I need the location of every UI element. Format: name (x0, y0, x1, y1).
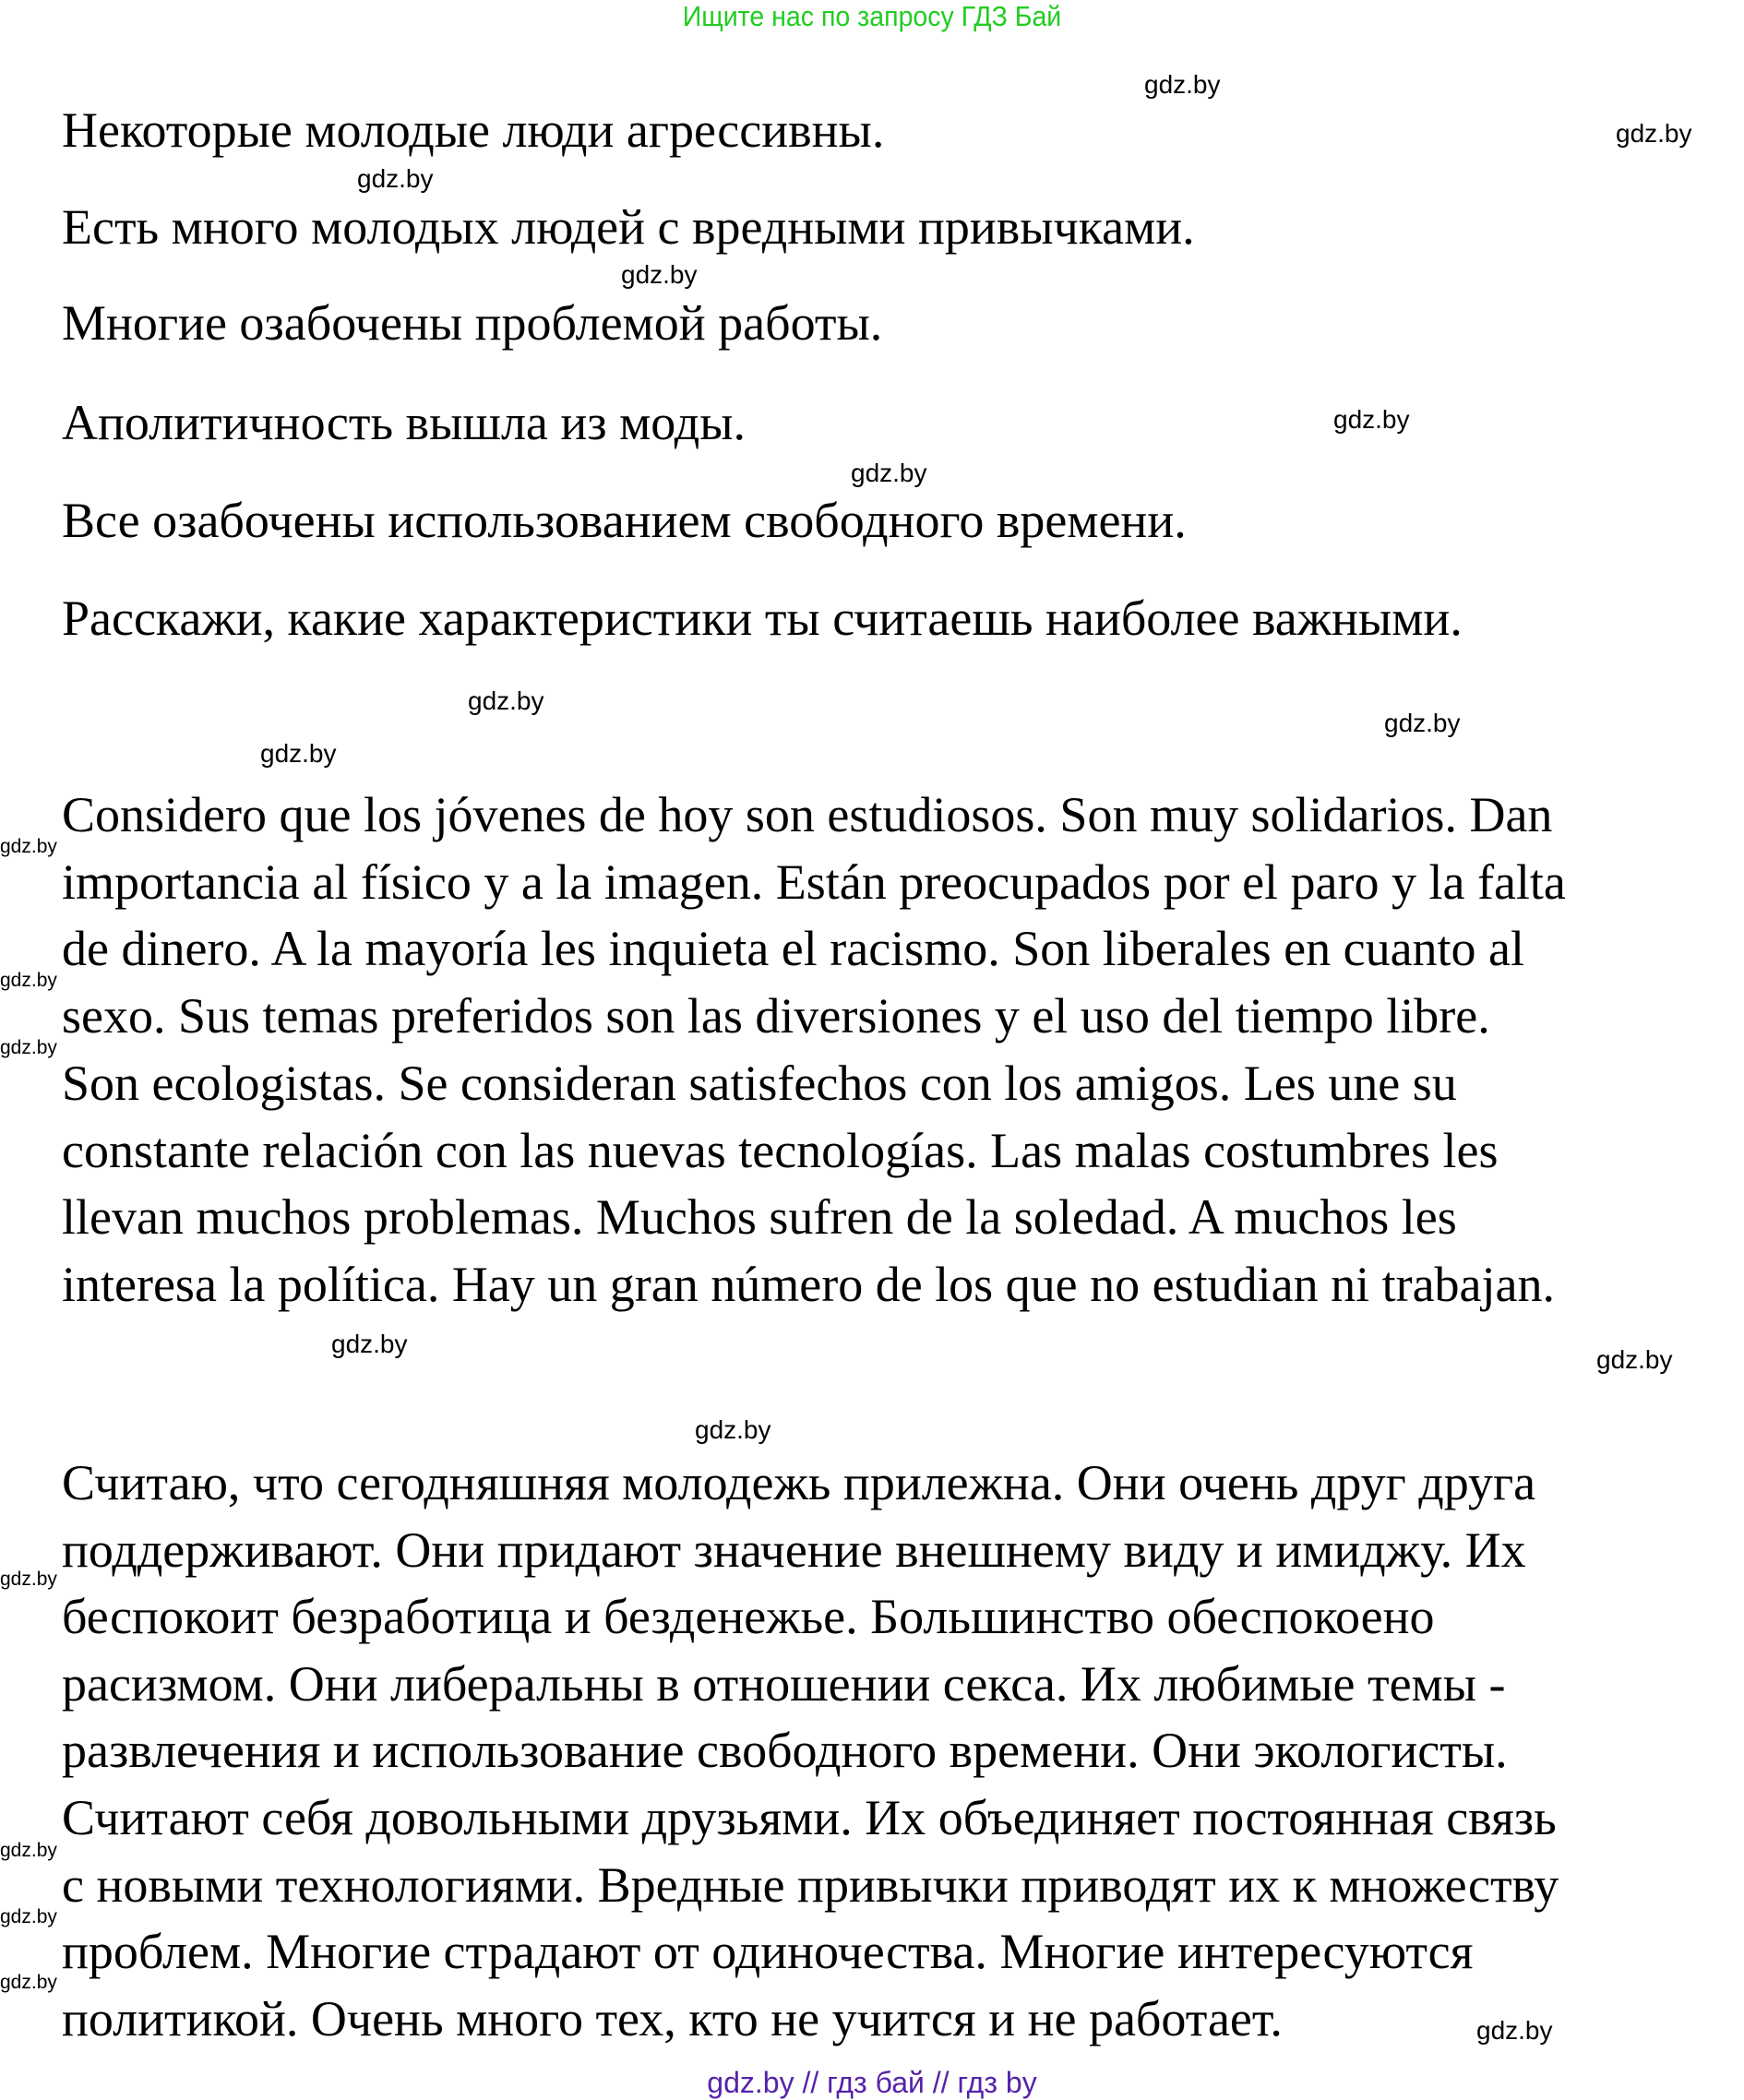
spanish-line: Considero que los jóvenes de hoy son estudiosos. Son muy solidarios. Dan (62, 787, 1553, 842)
watermark-text: gdz.by (468, 686, 544, 715)
russian-line: политикой. Очень много тех, кто не учится и не работает. (62, 1990, 1283, 2046)
russian-line: с новыми технологиями. Вредные привычки приводят их к множеству (62, 1856, 1559, 1913)
spanish-line: sexo. Sus temas preferidos son las diversiones y el uso del tiempo libre. (62, 988, 1490, 1044)
spanish-line: Son ecologistas. Se consideran satisfechos con los amigos. Les une su (62, 1055, 1457, 1111)
statement-line: Все озабочены использованием свободного времени. (62, 493, 1187, 548)
spanish-line: importancia al físico y a la imagen. Están preocupados por el paro y la falta (62, 853, 1566, 910)
watermark-text: gdz.by (621, 260, 698, 289)
russian-line: Считают себя довольными друзьями. Их объединяет постоянная связь (62, 1790, 1557, 1845)
watermark-text: gdz.by (1596, 1345, 1673, 1374)
watermark-text: gdz.by (0, 1840, 57, 1861)
spanish-line: interesa la política. Hay un gran número de los que no estudian ni trabajan. (62, 1256, 1555, 1312)
russian-line: Считаю, что сегодняшняя молодежь прилежна. Они очень друг друга (62, 1455, 1536, 1510)
watermark-text: gdz.by (357, 164, 434, 193)
spanish-line: constante relación con las nuevas tecnologías. Las malas costumbres les (62, 1122, 1499, 1178)
watermark-text: gdz.by (851, 459, 927, 487)
watermark-text: gdz.by (1616, 119, 1692, 148)
statement-line: Многие озабочены проблемой работы. (62, 295, 883, 351)
watermark-text: gdz.by (1333, 405, 1410, 434)
statement-line: Есть много молодых людей с вредными привычками. (62, 199, 1195, 255)
spanish-line: de dinero. A la mayoría les inquieta el racismo. Son liberales en cuanto al (62, 921, 1525, 977)
russian-line: расизмом. Они либеральны в отношении секса. Их любимые темы - (62, 1655, 1506, 1712)
russian-line: проблем. Многие страдают от одиночества. Многие интересуются (62, 1924, 1474, 1980)
statement-line: Некоторые молодые люди агрессивны. (62, 102, 885, 158)
watermark-text: gdz.by (0, 970, 57, 991)
watermark-text: gdz.by (1384, 709, 1461, 737)
search-hint-banner: Ищите нас по запросу ГДЗ Бай (682, 0, 1062, 32)
footer-links: gdz.by // гдз бай // гдз by (707, 2066, 1037, 2099)
watermark-text: gdz.by (1476, 2016, 1553, 2045)
russian-line: беспокоит безработица и безденежье. Большинство обеспокоено (62, 1589, 1435, 1645)
russian-line: развлечения и использование свободного времени. Они экологисты. (62, 1723, 1508, 1779)
statement-line: Расскажи, какие характеристики ты считаешь наиболее важными. (62, 591, 1463, 646)
watermark-text: gdz.by (0, 836, 57, 857)
watermark-text: gdz.by (260, 739, 337, 768)
watermark-text: gdz.by (695, 1415, 771, 1444)
watermark-text: gdz.by (331, 1330, 408, 1358)
watermark-text: gdz.by (0, 1972, 57, 1993)
watermark-text: gdz.by (1144, 70, 1221, 99)
watermark-text: gdz.by (0, 1037, 57, 1058)
statement-line: Аполитичность вышла из моды. (62, 395, 746, 450)
watermark-text: gdz.by (0, 1569, 57, 1590)
watermark-text: gdz.by (0, 1906, 57, 1927)
russian-line: поддерживают. Они придают значение внешнему виду и имиджу. Их (62, 1521, 1526, 1578)
spanish-line: llevan muchos problemas. Muchos sufren de la soledad. A muchos les (62, 1189, 1457, 1246)
